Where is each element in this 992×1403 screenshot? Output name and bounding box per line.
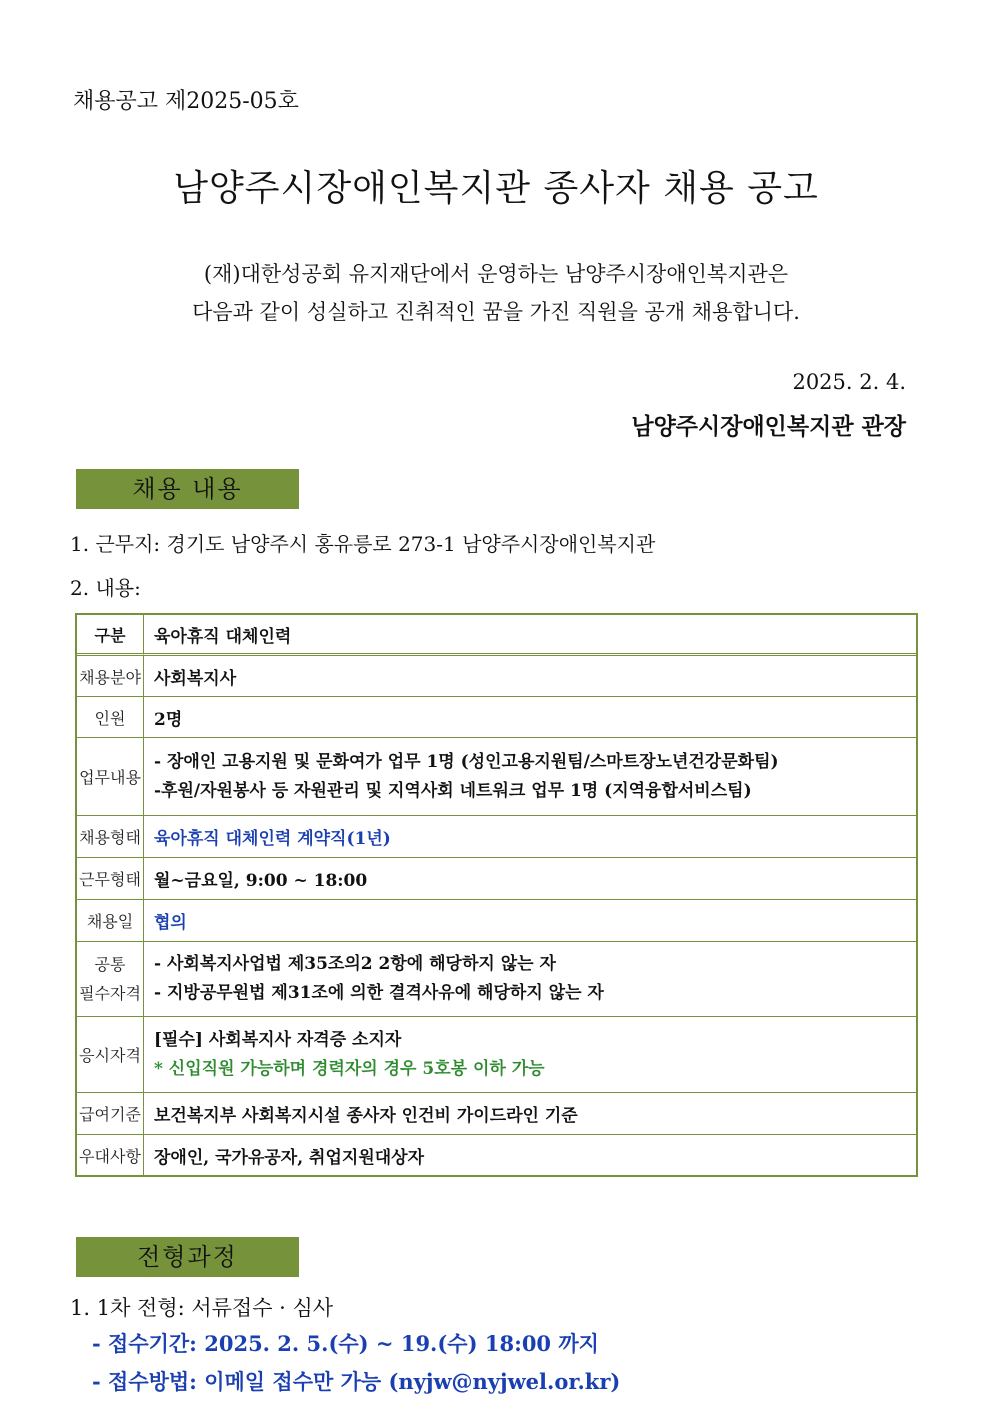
row-label: 근무형태 [77, 858, 144, 900]
row-label: 우대사항 [77, 1135, 144, 1175]
eligibility-line-1: [필수] 사회복지사 자격증 소지자 [154, 1029, 402, 1050]
recruitment-table [75, 613, 918, 1177]
duty-line-1: - 장애인 고용지원 및 문화여가 업무 1명 (성인고용지원팀/스마트장노년건강문화팀) [154, 751, 779, 772]
duty-line-2: -후원/자원봉사 등 자원관리 및 지역사회 네트워크 업무 1명 (지역융합서비스팀) [154, 780, 752, 801]
table-row [77, 1093, 916, 1135]
row-value: 사회복지사 [144, 656, 916, 697]
table-row [77, 858, 916, 900]
qualification-line-2: - 지방공무원법 제31조에 의한 결격사유에 해당하지 않는 자 [154, 983, 604, 1003]
table-row [77, 615, 916, 656]
content-item: 2. 내용: [70, 576, 141, 600]
row-value [144, 738, 916, 816]
table-row [77, 942, 916, 1017]
label-line-1: 공통 [94, 955, 126, 974]
table-row [77, 816, 916, 858]
notice-number: 채용공고 제2025-05호 [73, 89, 299, 114]
row-label: 응시자격 [77, 1017, 144, 1093]
row-value: 2명 [144, 697, 916, 738]
intro-line-2: 다음과 같이 성실하고 진취적인 꿈을 가진 직원을 공개 채용합니다. [192, 300, 800, 324]
qualification-line-1: - 사회복지사업법 제35조의2 2항에 해당하지 않는 자 [154, 954, 556, 974]
row-value: 월~금요일, 9:00 ~ 18:00 [144, 858, 916, 900]
row-label: 채용형태 [77, 816, 144, 858]
row-label: 인원 [77, 697, 144, 738]
label-line-2: 필수자격 [79, 984, 141, 1003]
row-label: 업무내용 [77, 738, 144, 816]
row-label: 구분 [77, 615, 144, 656]
row-value: 장애인, 국가유공자, 취업지원대상자 [154, 1147, 425, 1168]
row-label: 급여기준 [77, 1093, 144, 1135]
table-row [77, 738, 916, 816]
eligibility-line-2: * 신입직원 가능하며 경력자의 경우 5호봉 이하 가능 [154, 1058, 545, 1079]
application-method: - 접수방법: 이메일 접수만 가능 (nyjw@nyjwel.or.kr) [92, 1369, 621, 1394]
table-row [77, 900, 916, 942]
section-heading-recruitment: 채용 내용 [76, 469, 299, 509]
table-row [77, 1017, 916, 1093]
table-row [77, 697, 916, 738]
issuer: 남양주시장애인복지관 관장 [631, 413, 906, 440]
row-value: 협의 [144, 900, 916, 942]
row-label: 채용일 [77, 900, 144, 942]
process-step-1: 1. 1차 전형: 서류접수 · 심사 [70, 1296, 334, 1320]
row-value [144, 1017, 916, 1093]
section-heading-selection-process: 전형과정 [76, 1237, 299, 1277]
row-value [144, 942, 916, 1017]
notice-date: 2025. 2. 4. [792, 370, 906, 394]
row-value: 육아휴직 대체인력 계약직(1년) [144, 816, 916, 858]
row-label: 채용분야 [77, 656, 144, 697]
row-value: 육아휴직 대체인력 [144, 615, 916, 656]
intro-line-1: (재)대한성공회 유지재단에서 운영하는 남양주시장애인복지관은 [203, 262, 789, 286]
page-title: 남양주시장애인복지관 종사자 채용 공고 [173, 168, 819, 209]
row-value: 보건복지부 사회복지시설 종사자 인건비 가이드라인 기준 [144, 1093, 916, 1135]
application-period: - 접수기간: 2025. 2. 5.(수) ~ 19.(수) 18:00 까지 [92, 1331, 599, 1356]
workplace-item: 1. 근무지: 경기도 남양주시 홍유릉로 273-1 남양주시장애인복지관 [70, 532, 656, 556]
table-row [77, 1135, 916, 1175]
row-label [77, 942, 144, 1017]
table-row [77, 656, 916, 697]
